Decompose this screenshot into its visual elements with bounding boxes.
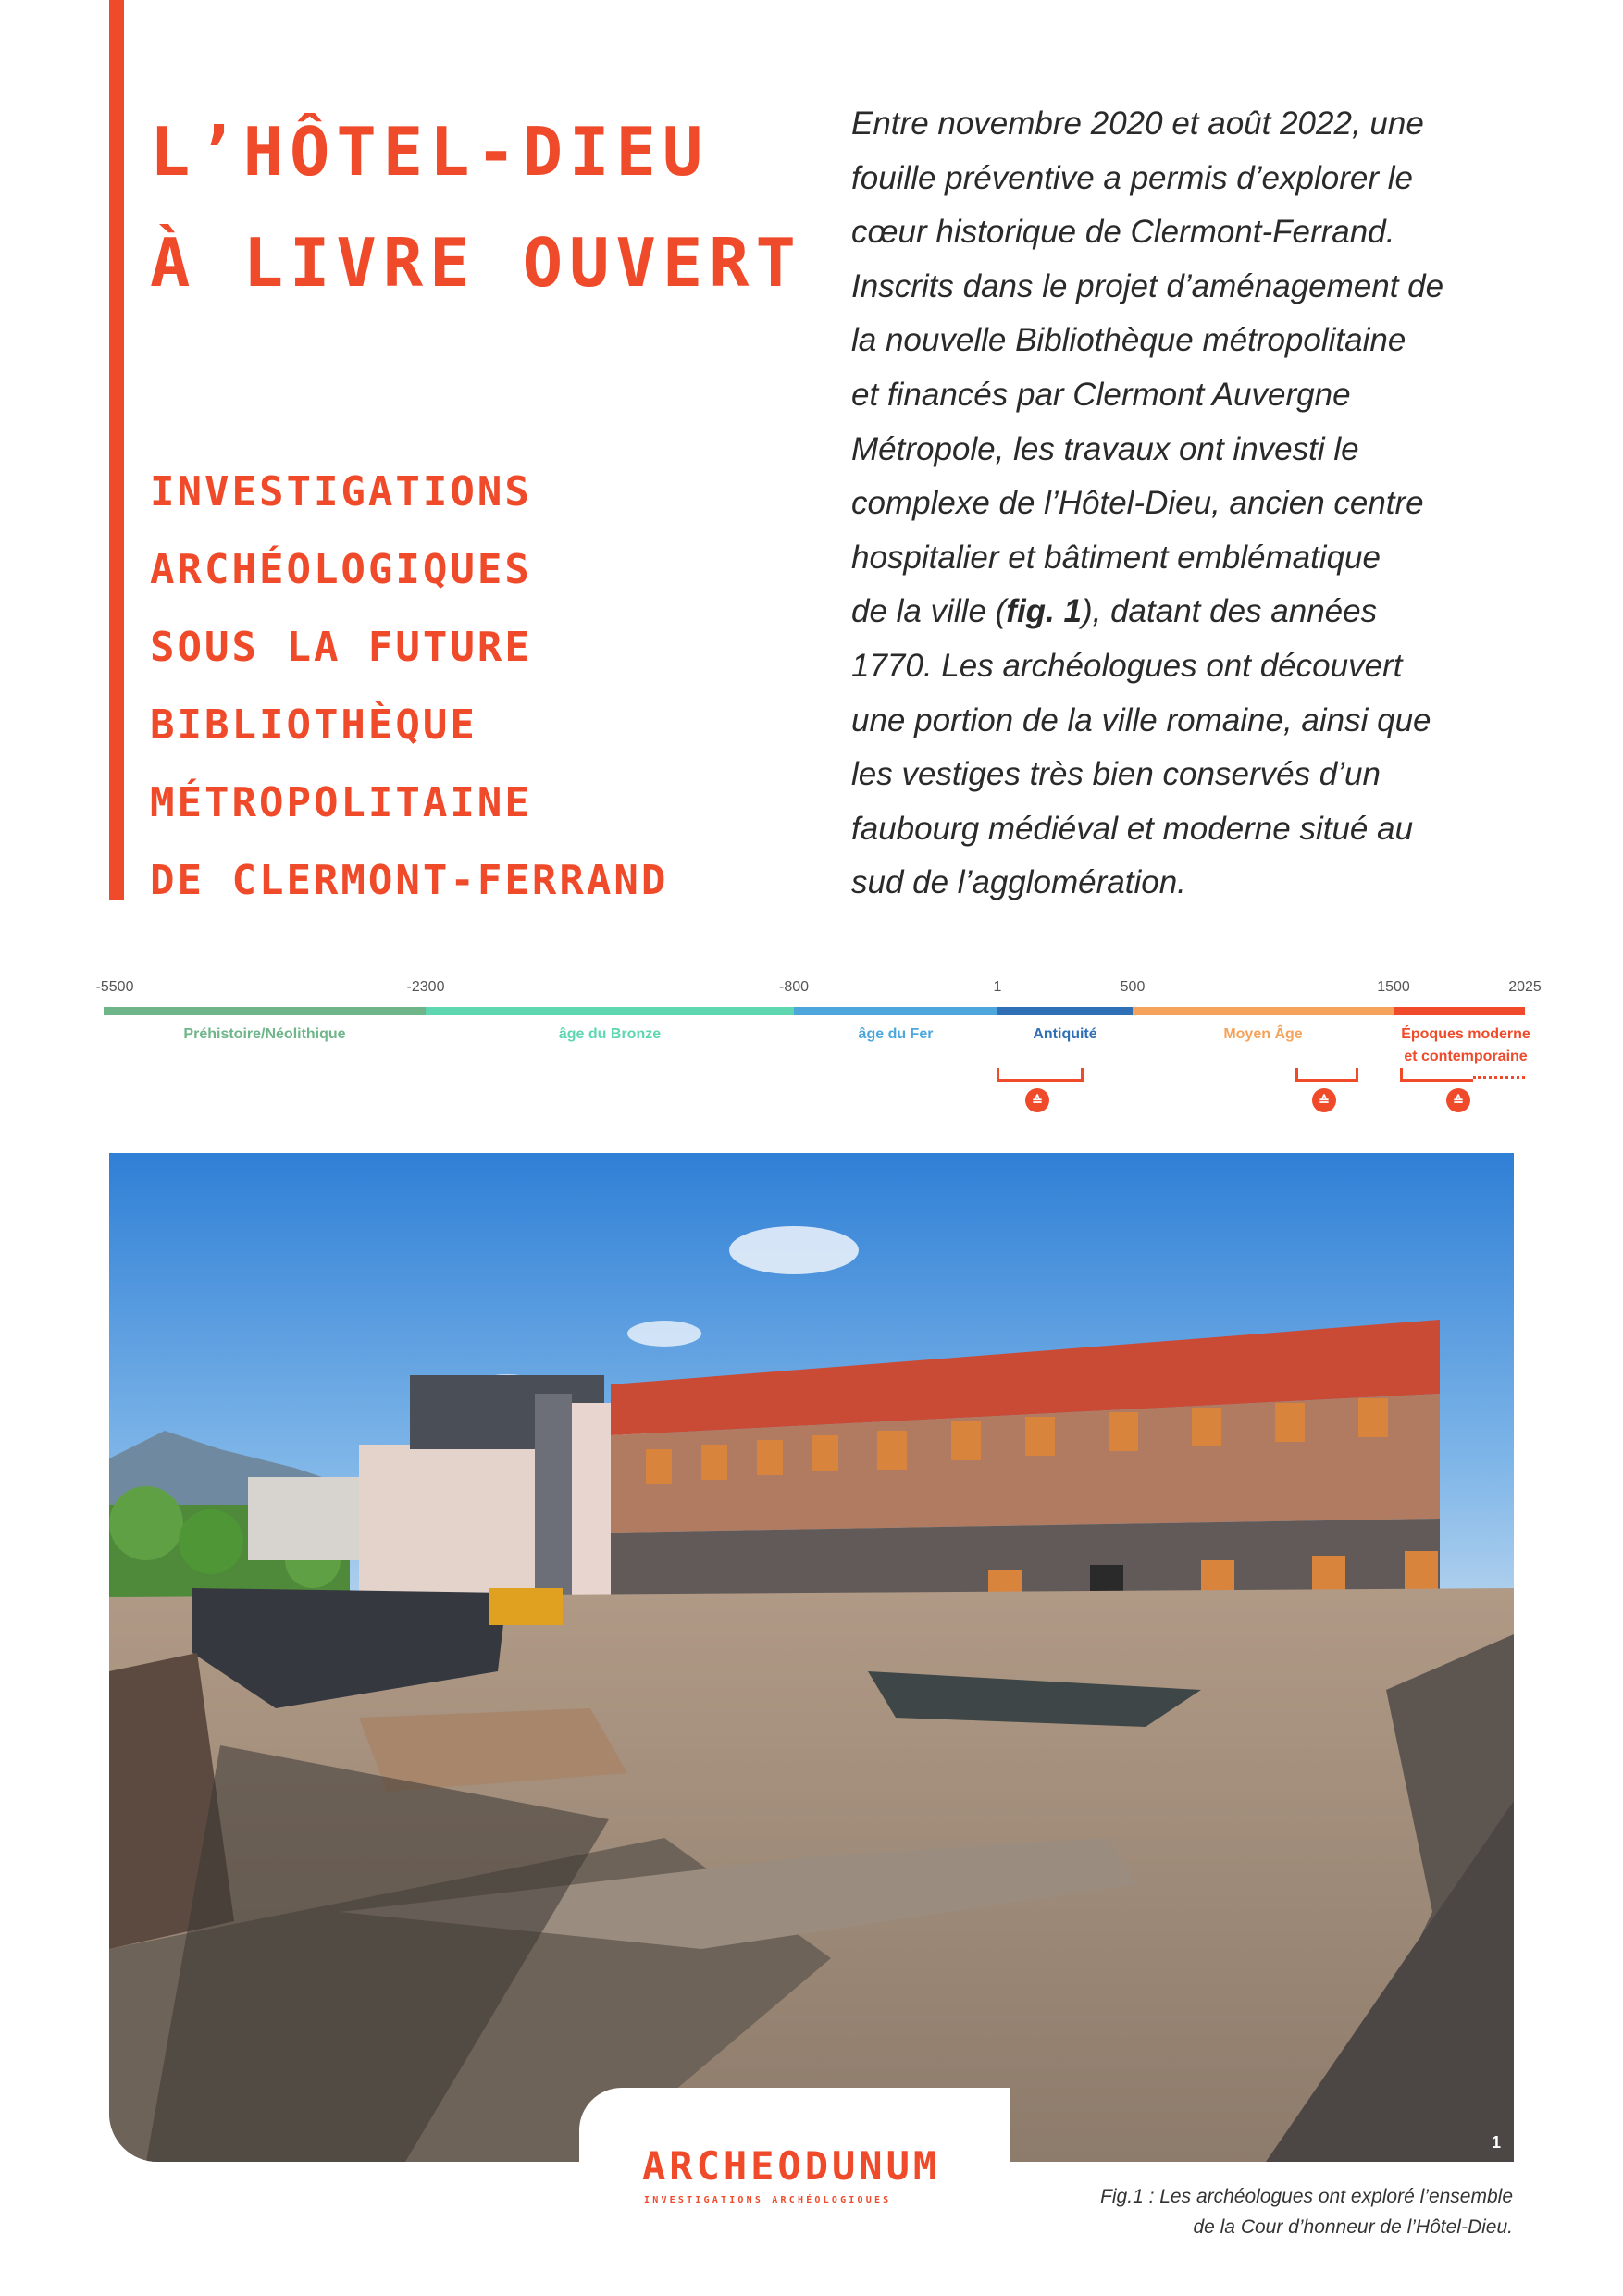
period-bar <box>794 1007 997 1015</box>
logo-wordmark: ARCHEODUNUM <box>642 2143 941 2189</box>
intro-line: la nouvelle Bibliothèque métropolitaine <box>851 322 1406 359</box>
period-label: âge du Fer <box>858 1026 934 1042</box>
intro-line: faubourg médiéval et moderne situé au <box>851 810 1414 847</box>
tick-label: 2025 <box>1508 979 1542 995</box>
subtitle-line: BIBLIOTHÈQUE <box>150 701 477 749</box>
period-label: Moyen Âge <box>1223 1026 1303 1042</box>
intro-text: ), datant des années <box>1081 593 1378 630</box>
accent-bar <box>109 0 124 900</box>
intro-line: Inscrits dans le projet d’aménagement de <box>851 267 1444 304</box>
tick-label: 500 <box>1120 979 1146 995</box>
tick-label: 1500 <box>1377 979 1410 995</box>
period-bracket <box>1400 1068 1473 1082</box>
period-label: Antiquité <box>1033 1026 1097 1042</box>
period-bar <box>997 1007 1133 1015</box>
intro-line: hospitalier et bâtiment emblématique <box>851 539 1381 576</box>
period-label: Préhistoire/Néolithique <box>183 1026 346 1042</box>
intro-line: les vestiges très bien conservés d’un <box>851 756 1381 793</box>
excavation-photo <box>109 1153 1514 2162</box>
period-label-line: Époques moderne <box>1401 1026 1530 1042</box>
figure-reference: fig. 1 <box>1006 593 1082 630</box>
subtitle-line: ARCHÉOLOGIQUES <box>150 546 532 593</box>
intro-line: 1770. Les archéologues ont découvert <box>851 647 1403 684</box>
logo-tagline: INVESTIGATIONS ARCHÉOLOGIQUES <box>644 2195 892 2205</box>
intro-line: Entre novembre 2020 et août 2022, une <box>851 105 1424 142</box>
intro-paragraph <box>851 97 1555 911</box>
intro-line: fouille préventive a permis d’explorer le <box>851 159 1413 196</box>
intro-line: cœur historique de Clermont-Ferrand. <box>851 214 1395 251</box>
page-title <box>150 96 853 318</box>
period-label-multiline <box>1401 1024 1530 1068</box>
period-bar <box>426 1007 794 1015</box>
period-label-line: et contemporaine <box>1404 1049 1528 1064</box>
tick-label: 1 <box>993 979 1002 995</box>
title-line: L’HÔTEL-DIEU <box>150 113 710 191</box>
publisher-logo <box>579 2088 1010 2296</box>
page-subtitle <box>150 453 816 920</box>
subtitle-line: INVESTIGATIONS <box>150 468 532 515</box>
period-bar <box>1394 1007 1525 1015</box>
chronology-timeline <box>0 972 1623 1138</box>
archeodunum-mark-icon: ≙ <box>1446 1088 1470 1112</box>
intro-line: une portion de la ville romaine, ainsi que <box>851 701 1431 738</box>
tick-label: -5500 <box>95 979 134 995</box>
title-line: À LIVRE OUVERT <box>150 224 802 302</box>
figure-caption <box>1018 2181 1513 2242</box>
excavation-photo-illustration <box>109 1153 1514 2162</box>
caption-line: de la Cour d’honneur de l’Hôtel-Dieu. <box>1193 2216 1513 2238</box>
period-bar <box>104 1007 426 1015</box>
subtitle-line: DE CLERMONT-FERRAND <box>150 857 669 904</box>
intro-line: complexe de l’Hôtel-Dieu, ancien centre <box>851 485 1424 522</box>
subtitle-line: SOUS LA FUTURE <box>150 624 532 671</box>
archeodunum-mark-icon: ≙ <box>1025 1088 1049 1112</box>
tick-label: -2300 <box>406 979 445 995</box>
archeodunum-mark-icon: ≙ <box>1312 1088 1336 1112</box>
intro-line: sud de l’agglomération. <box>851 864 1186 901</box>
intro-text: de la ville ( <box>851 593 1007 630</box>
period-bracket-dots <box>1473 1076 1525 1079</box>
period-bar <box>1133 1007 1394 1015</box>
period-bracket <box>1295 1068 1358 1082</box>
period-bracket <box>997 1068 1084 1082</box>
intro-line: Métropole, les travaux ont investi le <box>851 430 1359 467</box>
caption-line: Fig.1 : Les archéologues ont exploré l’ensemble <box>1100 2186 1513 2207</box>
intro-line-fig <box>851 585 1555 639</box>
figure-number: 1 <box>1491 2133 1501 2152</box>
subtitle-line: MÉTROPOLITAINE <box>150 779 532 826</box>
intro-line: et financés par Clermont Auvergne <box>851 376 1351 413</box>
period-label: âge du Bronze <box>558 1026 662 1042</box>
tick-label: -800 <box>778 979 810 995</box>
